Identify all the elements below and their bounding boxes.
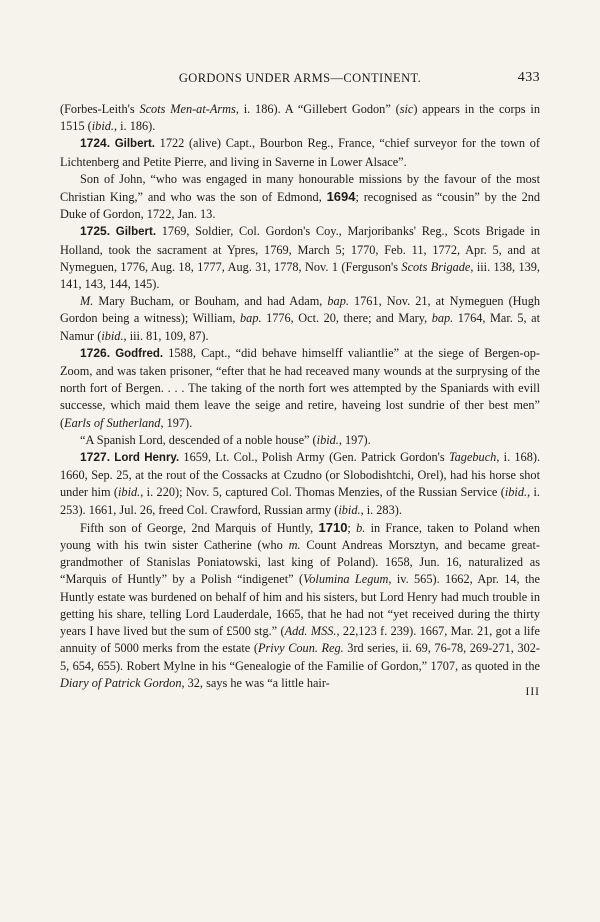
entry-number: 1727. [80,450,111,465]
paragraph-son-of-john: Son of John, “who was engaged in many honourable missions by the favour of the most Christian King,” and who was the son of Edmond, 1694; recognised as “cousin” by the 2nd Duke of Gordon, 1722, Jan. 13. [60,171,541,222]
paragraph-fifth-son: Fifth son of George, 2nd Marquis of Huntly, 1710; b. in France, taken to Poland when young with his twin sister Catherine (who m. Count Andreas Morsztyn, and became great-grandmother of Stanislas Poniatowski, last king of Poland). 1658, Jun. 16, naturalized as “Marquis of Huntly” by a Polish “indigenet” (Volumina Legum, iv. 565). 1662, Apr. 14, the Huntly estate was burdened on behalf of him and his sisters, but Lord Henry had much trouble in getting his share, telling Lord Lauderdale, 1665, that he had not “yet received during the thirty years I have lived but the sum of £500 stg.” (Add. MSS., 22,123 f. 239). 1667, Mar. 21, got a life annuity of 5000 merks from the estate (Privy Coun. Reg. 3rd series, ii. 69, 76-78, 269-271, 302-5, 654, 655). Robert Mylne in his “Genealogie of the Familie of Gordon,” 1707, as quoted in the Diary of Patrick Gordon, 32, says he was “a little hair- [60,519,541,690]
signature-mark: III [525,686,540,698]
entry-1727: 1727. Lord Henry. 1659, Lt. Col., Polish Army (Gen. Patrick Gordon's Tagebuch, i. 168). 1660, Sep. 25, at the rout of the Cossacks at Czudno (or Slobodishtchi, Orel), had his horse shot under him (ibid., i. 220); Nov. 5, captured Col. Thomas Menzies, of the Russian Service (ibid., i. 253). 1661, Jul. 26, freed Col. Crawford, Russian army (ibid., i. 283). [60,450,541,517]
entry-name: Lord Henry. [114,452,180,465]
entry-number: 1725. [80,224,111,239]
entry-name: Gilbert. [114,138,155,151]
entry-name: Godfred. [115,347,164,360]
cross-reference: 1694 [326,189,356,205]
entry-name: Gilbert. [115,226,157,239]
running-title: GORDONS UNDER ARMS—CONTINENT. [178,71,422,85]
body-text [60,101,540,692]
entry-1726: 1726. Godfred. 1588, Capt., “did behave himselff valiantlie” at the siege of Bergen-op-Zoom, and was taken prisoner, “efter that he had receaved many wounds at the surprysing of the north fort of Bergen. . . . The taking of the north fort wes attempted by the Spaniards with evill successe, which maid them leave the seige and retire, haveing lost sundrie of ther best men” (Earls of Sutherland, 197). [60,345,540,430]
entry-1724: 1724. Gilbert. 1722 (alive) Capt., Bourbon Reg., France, “chief surveyor for the town of Lichtenberg and Petite Pierre, and living in Saverne in Lower Alsace”. [60,136,540,169]
cross-reference: 1710 [318,519,348,535]
entry-number: 1724. [80,136,111,151]
entry-1725: 1725. Gilbert. 1769, Soldier, Col. Gordon's Coy., Marjoribanks' Reg., Scots Brigade in Holland, took the sacrament at Ypres, 1769, March 5; 1770, Feb. 11, 1772, Apr. 5, and at Nymeguen, 1776, Aug. 18, 1777, Aug. 31, 1778, Nov. 1 (Ferguson's Scots Brigade, iii. 138, 139, 141, 143, 144, 145). [60,224,541,292]
paragraph-married: M. Mary Bucham, or Bouham, and had Adam, bap. 1761, Nov. 21, at Nymeguen (Hugh Gordon being a witness); William, bap. 1776, Oct. 20, there; and Mary, bap. 1764, Mar. 5, at Namur (ibid., iii. 81, 109, 87). [60,294,541,343]
entry-number: 1726. [80,345,111,360]
paragraph-forbes: (Forbes-Leith's Scots Men-at-Arms, i. 186). A “Gillebert Godon” (sic) appears in the corps in 1515 (ibid., i. 186). [60,102,540,134]
page-number: 433 [517,70,540,85]
paragraph-spanish-lord: “A Spanish Lord, descended of a noble house” (ibid., 197). [80,432,371,447]
